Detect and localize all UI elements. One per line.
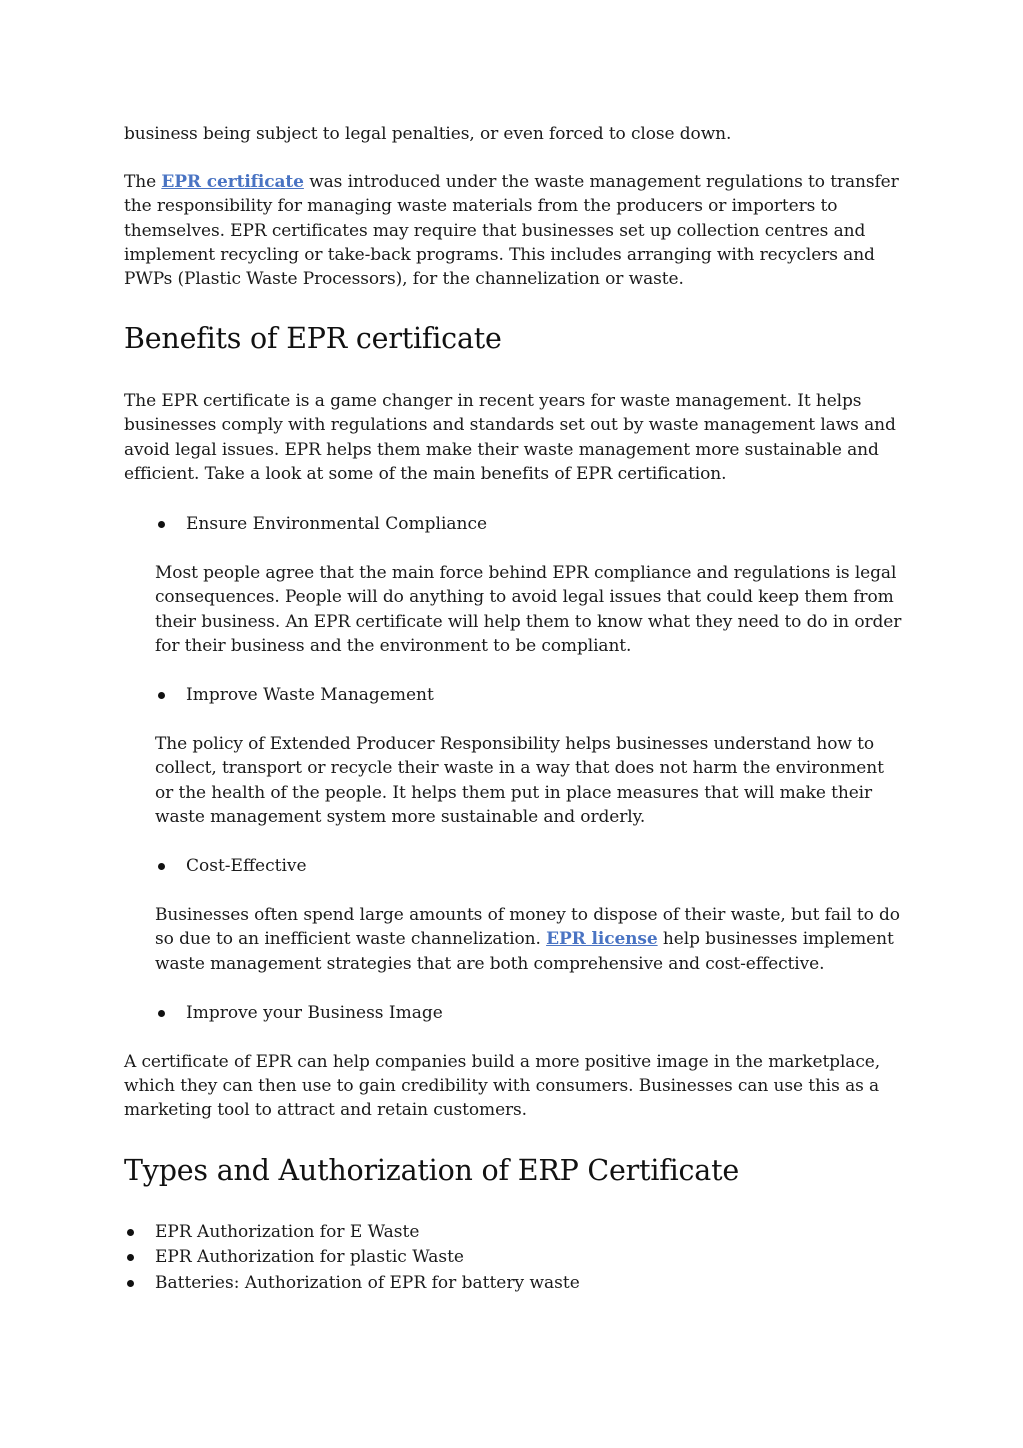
benefit-item-3 [124,854,904,878]
benefit-item-2 [124,683,904,707]
intro-paragraph-1: business being subject to legal penalties, or even forced to close down. [124,124,732,144]
benefit-body-before: Businesses often spend large amounts of money to dispose of their waste, but fail to do so due to an inefficient waste channelization. [155,905,900,950]
benefit-item-body [124,903,904,976]
bullet-icon [127,1280,134,1287]
benefit-item-title: Ensure Environmental Compliance [186,514,488,535]
bullet-icon [158,521,165,528]
types-item-label: EPR Authorization for plastic Waste [155,1247,464,1268]
types-list-item [124,1245,904,1271]
intro-p2-after: was introduced under the waste management regulations to transfer the responsibility for managing waste materials from the producers or importers to themselves. EPR certificates may require that businesses set up collection centres and implement recycling or take-back programs. This includes arranging with recyclers and PWPs (Plastic Waste Processors), for the channelization or waste. [124,172,899,290]
benefit-item-body: The policy of Extended Producer Responsibility helps businesses understand how to collect, transport or recycle their waste in a way that does not harm the environment or the health of the people. It helps them put in place measures that will make their waste management system more sustainable and orderly. [155,734,884,827]
bullet-icon [158,692,165,699]
benefit-item-4 [124,1001,904,1025]
types-list-item [124,1271,904,1297]
benefits-intro: The EPR certificate is a game changer in recent years for waste management. It helps businesses comply with regulations and standards set out by waste management laws and avoid legal issues. EPR helps them make their waste management more sustainable and efficient. Take a look at some of the main benefits of EPR certification. [124,391,896,484]
intro-p2-before: The [124,172,162,193]
types-item-label: Batteries: Authorization of EPR for battery waste [155,1272,580,1293]
epr-license-link[interactable]: EPR license [546,929,658,950]
bullet-icon [127,1254,134,1261]
bullet-icon [158,1010,165,1017]
benefit-item-1 [124,512,904,536]
intro-paragraph-2 [124,170,904,291]
benefit-item-title: Improve Waste Management [186,685,434,706]
benefit-body-after: help businesses implement waste management strategies that are both comprehensive and cost-effective. [155,929,894,974]
epr-certificate-link[interactable]: EPR certificate [161,172,304,193]
types-heading: Types and Authorization of ERP Certificate [124,1153,740,1187]
benefits-heading: Benefits of EPR certificate [124,322,502,356]
document-page [124,122,904,1296]
benefit-item-title: Cost-Effective [186,856,307,877]
bullet-icon [158,863,165,870]
types-list [124,1220,904,1297]
types-item-label: EPR Authorization for E Waste [155,1221,420,1242]
bullet-icon [127,1229,134,1236]
benefits-closing: A certificate of EPR can help companies build a more positive image in the marketplace, which they can then use to gain credibility with consumers. Businesses can use this as a marketing tool to attract and retain customers. [124,1052,881,1121]
types-list-item [124,1220,904,1246]
benefit-item-body: Most people agree that the main force behind EPR compliance and regulations is legal consequences. People will do anything to avoid legal issues that could keep them from their business. An EPR certificate will help them to know what they need to do in order for their business and the environment to be compliant. [155,563,902,656]
benefit-item-title: Improve your Business Image [186,1002,443,1023]
